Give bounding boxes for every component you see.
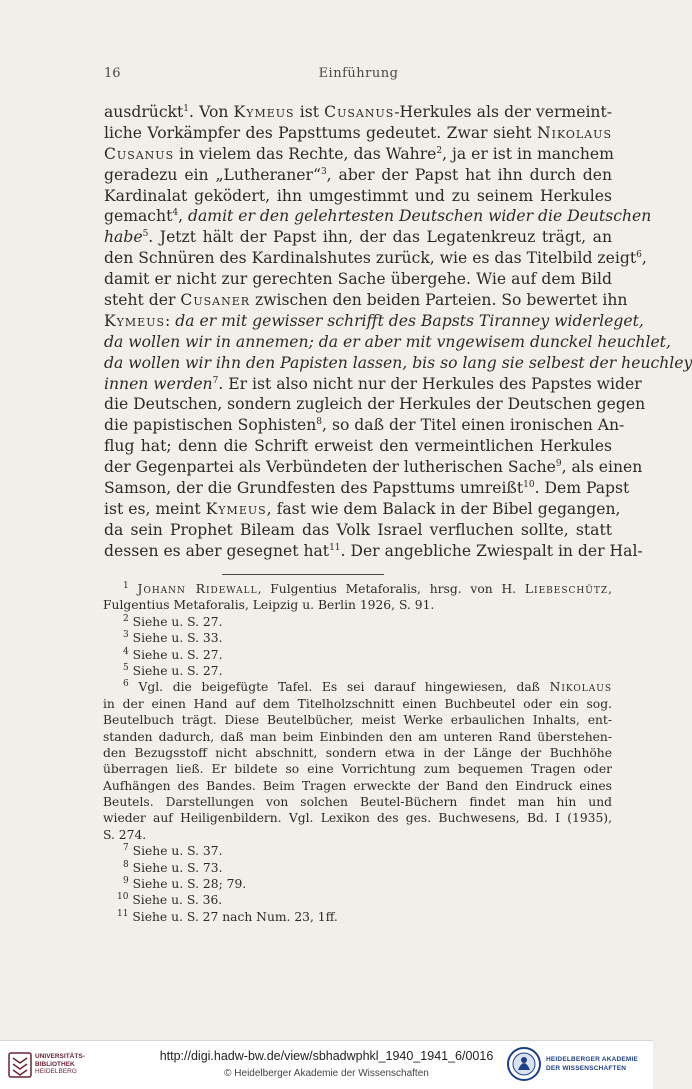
footnote-6-line: S. 274. (103, 827, 147, 842)
text-line: innen werden$^7$. Er ist also nicht nur der Herkules des Papstes wider (104, 374, 642, 393)
footnote-6: $^6$ Vgl. die beigefügte Tafel. Es sei darauf hingewiesen, daß Nikolaus (123, 679, 612, 695)
text-line: dessen es aber gesegnet hat$^{11}$. Der angebliche Zwiespalt in der Hal- (104, 541, 643, 560)
academy-seal-icon[interactable] (506, 1046, 542, 1082)
text-line: da sein Prophet Bileam das Volk Israel verfluchen sollte, statt (104, 520, 612, 539)
footnote-6-line: Aufhängen des Bandes. Beim Tragen erweckte der Band den Eindruck eines (103, 778, 612, 793)
footnotes (103, 581, 612, 925)
footnote-11: $^{11}$ Siehe u. S. 27 nach Num. 23, 1ff. (117, 908, 338, 924)
footnote-9: $^9$ Siehe u. S. 28; 79. (123, 875, 247, 892)
text-line: geradezu ein „Lutheraner“$^3$, aber der Papst hat ihn durch den (104, 165, 612, 184)
text-line: Cusanus in vielem das Rechte, das Wahre$^2$, ja er ist in manchem (104, 144, 614, 163)
page-number: 16 (104, 66, 121, 81)
text-line: die papistischen Sophisten$^8$, so daß der Titel einen ironischen An- (104, 416, 625, 435)
footnote-1: $^1$ Johann Ridewall, Fulgentius Metaforalis, hrsg. von H. Liebeschütz, (123, 580, 612, 596)
permalink-url[interactable]: http://digi.hadw-bw.de/view/sbhadwphkl_1940_1941_6/0016 (159, 1049, 494, 1063)
text-line: ist es, meint Kymeus, fast wie dem Balack in der Bibel gegangen, (104, 499, 621, 518)
footnote-2: $^2$ Siehe u. S. 27. (123, 613, 223, 629)
footnote-6-line: Beutelbuch trägt. Diese Beutelbücher, meist Werke erbaulichen Inhalts, ent- (103, 713, 612, 728)
footnote-6-line: Beutels. Darstellungen von solchen Beutel-Büchern findet man hin und (103, 795, 612, 810)
footnote-10: $^{10}$ Siehe u. S. 36. (117, 892, 223, 908)
footnote-6-line: standen dadurch, daß man beim Einbinden den am unteren Rand überstehen- (103, 729, 612, 744)
page-header (104, 66, 613, 86)
text-line: gemacht$^4$, damit er den gelehrtesten Deutschen wider die Deutschen (104, 207, 652, 226)
text-line: steht der Cusaner zwischen den beiden Parteien. So bewertet ihn (104, 291, 628, 310)
footnote-3: $^3$ Siehe u. S. 33. (123, 630, 223, 646)
running-title: Einführung (318, 66, 399, 81)
text-line: Kardinalat geködert, ihn umgestimmt und zu seinem Herkules (104, 186, 612, 205)
text-line: damit er nicht zur gerechten Sache übergehe. Wie auf dem Bild (104, 270, 612, 289)
text-line: der Gegenpartei als Verbündeten der lutherischen Sache$^9$, als einen (104, 458, 643, 477)
university-library-name[interactable]: UNIVERSITÄTS- BIBLIOTHEK HEIDELBERG (35, 1053, 85, 1075)
text-line: ausdrückt$^1$. Von Kymeus ist Cusanus-Herkules als der vermeint- (104, 103, 613, 121)
text-line: Samson, der die Grundfesten des Papsttums umreißt$^{10}$. Dem Papst (104, 479, 630, 498)
text-line: den Schnüren des Kardinalshutes zurück, wie es das Titelbild zeigt$^6$, (104, 249, 647, 268)
footnote-5: $^5$ Siehe u. S. 27. (123, 662, 223, 678)
text-line: flug hat; denn die Schrift erweist den vermeintlichen Herkules (104, 437, 612, 456)
footnote-6-line: wieder auf Heiligenbildern. Vgl. Lexikon des ges. Buchwesens, Bd. I (1935), (103, 811, 612, 826)
footnote-6-line: überragen ließ. Er bildete so eine Vorrichtung zum bequemen Tragen oder (103, 762, 612, 777)
footnote-4: $^4$ Siehe u. S. 27. (123, 646, 223, 662)
footnote-separator (222, 574, 384, 575)
text-line: habe$^5$. Jetzt hält der Papst ihn, der das Legatenkreuz trägt, an (104, 228, 612, 247)
text-line: die Deutschen, sondern zugleich der Herkules der Deutschen gegen (104, 395, 646, 414)
footnote-1-cont: Fulgentius Metaforalis, Leipzig u. Berlin 1926, S. 91. (103, 598, 435, 613)
footnote-6-line: in der einen Hand auf dem Titelholzschnitt einen Buchbeutel oder ein sog. (103, 696, 612, 711)
main-text (104, 102, 692, 562)
text-line: da wollen wir in annemen; da er aber mit vngewisem dunckel heuchlet, (104, 332, 671, 351)
copyright-notice: © Heidelberger Akademie der Wissenschaften (224, 1068, 429, 1079)
footnote-6-line: den Bezugsstoff nicht abschnitt, sondern etwa in der Länge der Buchhöhe (103, 745, 612, 760)
viewer-footer (0, 1040, 653, 1089)
text-line: liche Vorkämpfer des Papsttums gedeutet. Zwar sieht Nikolaus (104, 123, 612, 142)
text-line: da wollen wir ihn den Papisten lassen, bis so lang sie selbest der heuchley (104, 353, 692, 372)
footnote-7: $^7$ Siehe u. S. 37. (123, 843, 223, 859)
footnote-8: $^8$ Siehe u. S. 73. (123, 859, 223, 875)
academy-name[interactable]: HEIDELBERGER AKADEMIE DER WISSENSCHAFTEN (546, 1056, 639, 1072)
text-line: Kymeus: da er mit gewisser schrifft des Bapsts Tiranney widerleget, (104, 311, 644, 330)
